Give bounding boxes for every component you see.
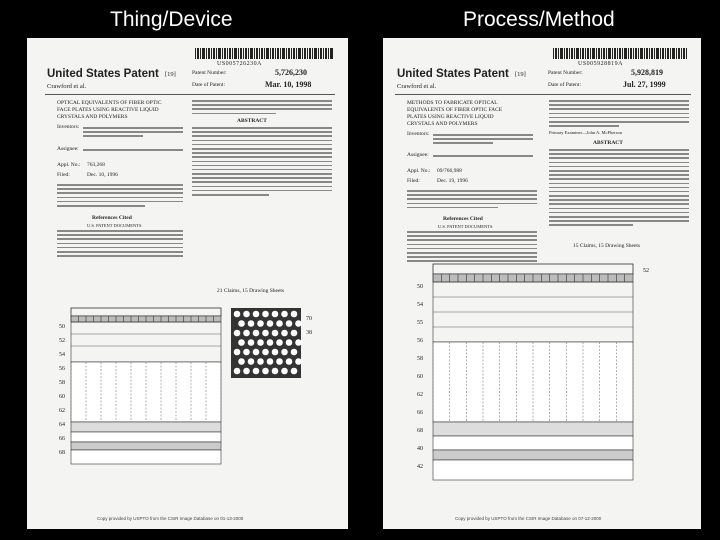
right-title-line-1: METHODS TO FABRICATE OPTICAL [407, 100, 498, 106]
left-filed-date: Dec. 10, 1996 [87, 172, 118, 178]
left-brand-title: United States Patent [47, 68, 159, 80]
right-assignee-label: Assignee: [407, 152, 429, 158]
figure-label: 42 [417, 464, 423, 470]
right-patent-page [383, 38, 701, 529]
figure-label: 56 [417, 338, 423, 344]
right-patent-number: 5,928,819 [631, 68, 663, 77]
left-appl-number: 763,268 [87, 162, 105, 168]
right-appl-label: Appl. No.: [407, 168, 431, 174]
right-brand-title: United States Patent [397, 68, 509, 80]
figure-label: 38 [306, 330, 312, 336]
right-date-label: Date of Patent: [548, 82, 581, 88]
figure-label: 66 [417, 410, 423, 416]
left-footer: Copy provided by USPTO from the CSIR Image Database on 01-13-2000 [97, 516, 244, 521]
figure-label: 52 [59, 338, 65, 344]
figure-label: 58 [59, 380, 65, 386]
figure-label: 62 [417, 392, 423, 398]
figure-label: 68 [59, 450, 65, 456]
right-bracket-code: [19] [515, 71, 526, 78]
right-date: Jul. 27, 1999 [623, 80, 666, 89]
right-footer: Copy provided by USPTO from the CSIR Image Database on 07-12-2000 [455, 516, 602, 521]
left-patent-label: Patent Number: [192, 70, 227, 76]
right-claims-summary: 15 Claims, 15 Drawing Sheets [573, 243, 641, 249]
figure-label: 66 [59, 436, 65, 442]
figure-label: 55 [417, 320, 423, 326]
left-patent-number: 5,726,230 [275, 68, 307, 77]
left-patent-figure [41, 300, 341, 505]
heading-thing-device: Thing/Device [110, 8, 233, 31]
figure-label: 60 [59, 394, 65, 400]
left-abstract-heading: ABSTRACT [237, 118, 267, 124]
figure-label: 54 [417, 302, 423, 308]
left-title-line-1: OPTICAL EQUIVALENTS OF FIBER OPTIC [57, 100, 162, 106]
right-inventors-label: Inventors: [407, 131, 430, 137]
left-assignee-label: Assignee: [57, 146, 79, 152]
right-refs-subheading: U.S. PATENT DOCUMENTS [438, 224, 493, 229]
figure-label: 40 [417, 446, 423, 452]
right-barcode [553, 48, 691, 59]
left-title-line-2: FACE PLATES USING REACTIVE LIQUID [57, 107, 159, 113]
left-refs-subheading: U.S. PATENT DOCUMENTS [87, 223, 142, 228]
figure-label: 60 [417, 374, 423, 380]
figure-label: 50 [417, 284, 423, 290]
left-inventors-label: Inventors: [57, 124, 80, 130]
right-examiner: Primary Examiner—John A. McPherson [549, 130, 622, 135]
left-authors: Crawford et al. [47, 83, 87, 90]
left-date: Mar. 10, 1998 [265, 80, 312, 89]
figure-label: 56 [59, 366, 65, 372]
left-filed-label: Filed: [57, 172, 70, 178]
figure-label: 68 [417, 428, 423, 434]
right-patent-label: Patent Number: [548, 70, 583, 76]
figure-label: 54 [59, 352, 65, 358]
figure-label: 52 [643, 268, 649, 274]
left-claims-summary: 21 Claims, 15 Drawing Sheets [217, 288, 285, 294]
figure-label: 58 [417, 356, 423, 362]
left-title-line-3: CRYSTALS AND POLYMERS [57, 114, 128, 120]
right-abstract-heading: ABSTRACT [593, 140, 623, 146]
right-refs-heading: References Cited [443, 216, 483, 222]
left-serial-number: US005726230A [217, 61, 263, 67]
right-serial-number: US005928819A [578, 61, 624, 67]
right-filed-date: Dec. 19, 1996 [437, 178, 468, 184]
right-patent-figure [393, 252, 693, 512]
right-title-line-4: CRYSTALS AND POLYMERS [407, 121, 478, 127]
heading-process-method: Process/Method [463, 8, 615, 31]
right-filed-label: Filed: [407, 178, 420, 184]
left-bracket-code: [19] [165, 71, 176, 78]
right-title-line-2: EQUIVALENTS OF FIBER OPTIC FACE [407, 107, 503, 113]
right-appl-number: 09/766,988 [437, 168, 462, 174]
figure-label: 62 [59, 408, 65, 414]
left-date-label: Date of Patent: [192, 82, 225, 88]
figure-label: 70 [306, 316, 312, 322]
right-authors: Crawford et al. [397, 83, 437, 90]
figure-label: 64 [59, 422, 65, 428]
left-appl-label: Appl. No.: [57, 162, 81, 168]
left-patent-page [27, 38, 348, 529]
right-title-line-3: PLATES USING REACTIVE LIQUID [407, 114, 494, 120]
left-refs-heading: References Cited [92, 215, 132, 221]
left-barcode [195, 48, 335, 59]
figure-label: 50 [59, 324, 65, 330]
